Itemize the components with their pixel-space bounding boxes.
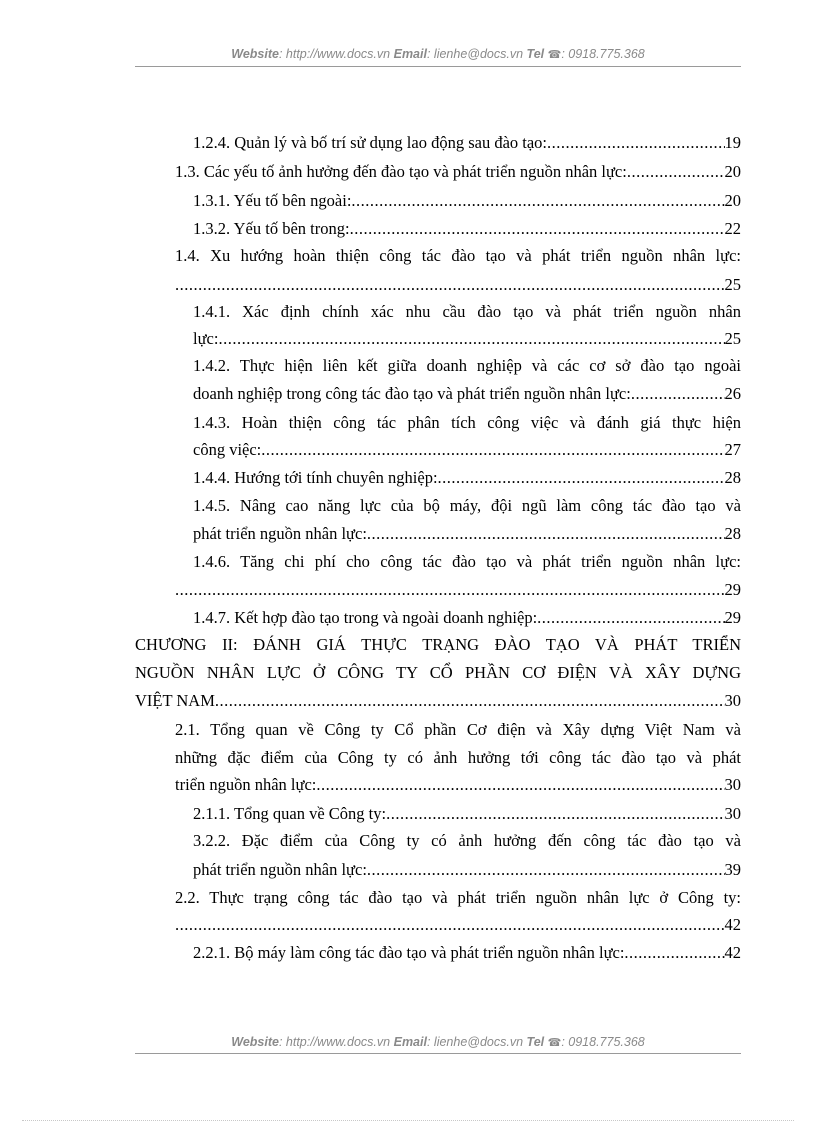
telephone-icon: ☎ [547,49,562,61]
footer-website-value: : http://www.docs.vn [278,1035,391,1049]
toc-entry-line[interactable]: 2.1. Tổng quan về Công ty Cổ phần Cơ điện và Xây dựng Việt Nam và [175,720,741,739]
toc-entry-line[interactable]: 1.4.6. Tăng chi phí cho công tác đào tạo và phát triển nguồn nhân lực: [193,552,741,571]
toc-entry-line[interactable]: 2.2. Thực trạng công tác đào tạo và phát triển nguồn nhân lực ở Công ty: [175,888,741,907]
toc-entry-line[interactable]: 1.4. Xu hướng hoàn thiện công tác đào tạo và phát triển nguồn nhân lực: [175,246,741,265]
toc-entry[interactable]: triển nguồn nhân lực: ..... 30 [175,775,741,795]
toc-entry[interactable]: ..... 42 [175,915,741,935]
toc-chapter-line[interactable]: NGUỒN NHÂN LỰC Ở CÔNG TY CỔ PHẦN CƠ ĐIỆN VÀ XÂY DỰNG [135,663,741,682]
page-footer [135,1035,741,1049]
toc-entry[interactable]: 1.4.4. Hướng tới tính chuyên nghiệp: ..... 28 [193,468,741,488]
toc-entry-line[interactable]: 1.4.5. Nâng cao năng lực của bộ máy, đội ngũ làm công tác đào tạo và [193,496,741,515]
toc-entry[interactable]: 1.3. Các yếu tố ảnh hưởng đến đào tạo và phát triển nguồn nhân lực: ..... 20 [175,162,741,182]
toc-entry[interactable]: phát triển nguồn nhân lực: ..... 39 [193,860,741,880]
toc-entry[interactable]: 1.4.7. Kết hợp đào tạo trong và ngoài doanh nghiệp: ..... 29 [193,608,741,628]
toc-entry[interactable]: 1.3.1. Yếu tố bên ngoài: ..... 20 [193,191,741,211]
header-website-value: : http://www.docs.vn [278,47,391,61]
toc-entry[interactable]: công việc: ..... 27 [193,440,741,460]
page-header [135,47,741,61]
toc-entry-line[interactable]: 1.4.2. Thực hiện liên kết giữa doanh nghiệp và các cơ sở đào tạo ngoài [193,356,741,375]
header-tel-label: Tel [526,47,545,61]
toc-entry[interactable]: 1.2.4. Quản lý và bố trí sử dụng lao động sau đào tạo: ..... 19 [193,133,741,153]
toc-entry[interactable]: ..... 29 [175,580,741,600]
footer-email-value: : lienhe@docs.vn [426,1035,524,1049]
toc-entry[interactable]: lực: ..... 25 [193,329,741,349]
toc-entry-line[interactable]: những đặc điểm của Công ty có ảnh hưởng tới công tác đào tạo và phát [175,748,741,767]
header-email-value: : lienhe@docs.vn [426,47,524,61]
footer-email-label: Email [393,1035,427,1049]
toc-chapter[interactable]: VIỆT NAM ..... 30 [135,691,741,711]
page-edge-divider [22,1120,794,1121]
footer-tel-value: : 0918.775.368 [561,1035,645,1049]
toc-entry[interactable]: 1.3.2. Yếu tố bên trong: ..... 22 [193,219,741,239]
toc-entry-line[interactable]: 1.4.3. Hoàn thiện công tác phân tích công việc và đánh giá thực hiện [193,413,741,432]
header-email-label: Email [393,47,427,61]
toc-entry[interactable]: 2.1.1. Tổng quan về Công ty: ..... 30 [193,804,741,824]
toc-entry[interactable]: 2.2.1. Bộ máy làm công tác đào tạo và phát triển nguồn nhân lực: ..... 42 [193,943,741,963]
footer-website-label: Website [231,1035,279,1049]
telephone-icon: ☎ [547,1037,562,1049]
footer-divider [135,1053,741,1054]
header-website-label: Website [231,47,279,61]
toc-entry-line[interactable]: 3.2.2. Đặc điểm của Công ty có ảnh hưởng đến công tác đào tạo và [193,831,741,850]
toc-entry-line[interactable]: 1.4.1. Xác định chính xác nhu cầu đào tạo và phát triển nguồn nhân [193,302,741,321]
header-tel-value: : 0918.775.368 [561,47,645,61]
footer-tel-label: Tel [526,1035,545,1049]
toc-chapter-line[interactable]: CHƯƠNG II: ĐÁNH GIÁ THỰC TRẠNG ĐÀO TẠO VÀ PHÁT TRIỂN [135,635,741,654]
toc-entry[interactable]: phát triển nguồn nhân lực: ..... 28 [193,524,741,544]
toc-entry[interactable]: ..... 25 [175,275,741,295]
header-divider [135,66,741,67]
toc-entry[interactable]: doanh nghiệp trong công tác đào tạo và phát triển nguồn nhân lực: ..... 26 [193,384,741,404]
